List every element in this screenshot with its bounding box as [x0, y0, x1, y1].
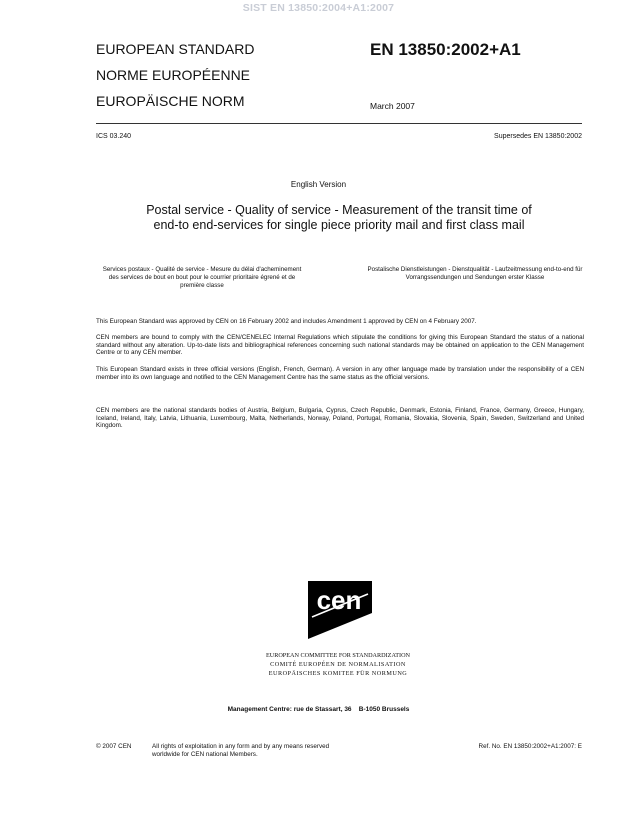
approval-paragraph: This European Standard was approved by CEN on 16 February 2002 and includes Amendment 1 approved by CEN on 4 February 2007. [96, 318, 477, 325]
rights-line-2: worldwide for CEN national Members. [152, 750, 258, 758]
management-centre-address: Management Centre: rue de Stassart, 36 B-1050 Brussels [227, 706, 410, 713]
copyright-notice: © 2007 CEN [96, 743, 132, 750]
standard-name-de: EUROPÄISCHE NORM [96, 93, 245, 109]
cen-logo [306, 579, 374, 641]
publication-date: March 2007 [370, 101, 415, 111]
standard-name-en: EUROPEAN STANDARD [96, 41, 255, 57]
committee-names [248, 651, 428, 678]
committee-name-fr: COMITÉ EUROPÉEN DE NORMALISATION [270, 661, 406, 668]
document-title: Postal service - Quality of service - Measurement of the transit time of end-to end-services for single piece priority mail and first class mail [146, 203, 532, 232]
language-version: English Version [290, 180, 347, 189]
ics-code: ICS 03.240 [96, 133, 132, 140]
members-paragraph: CEN members are the national standards bodies of Austria, Belgium, Bulgaria, Cyprus, Czech Republic, Denmark, Estonia, Finland, France, Germany, Greece, Hungary, Iceland, Ireland, Italy, Latvia, Lithuania, Luxembourg, Malta, Netherlands, Norway, Poland, Portugal, Romania, Slovakia, Slovenia, Spain, Sweden, Switzerland and United Kingdom. [96, 407, 584, 429]
title-german: Postalische Dienstleistungen - Dienstqualität - Laufzeitmessung end-to-end für Vorrangssendungen und Sendungen erster Klasse [367, 266, 583, 281]
supersedes-note: Supersedes EN 13850:2002 [494, 133, 582, 140]
committee-name-de: EUROPÄISCHES KOMITEE FÜR NORMUNG [268, 670, 408, 677]
rights-line-1: All rights of exploitation in any form and by any means reserved [152, 743, 330, 750]
header-divider [96, 123, 582, 124]
standard-name-fr: NORME EUROPÉENNE [96, 67, 251, 83]
watermark: SIST EN 13850:2004+A1:2007 [242, 2, 395, 14]
rights-notice [152, 743, 329, 758]
committee-name-en: EUROPEAN COMMITTEE FOR STANDARDIZATION [265, 652, 411, 659]
reference-number: Ref. No. EN 13850:2002+A1:2007: E [478, 743, 582, 750]
title-french: Services postaux - Qualité de service - Mesure du délai d'acheminement des services de bout en bout pour le courrier prioritaire égrené et de première classe [102, 266, 302, 289]
compliance-paragraph: CEN members are bound to comply with the CEN/CENELEC Internal Regulations which stipulate the conditions for giving this European Standard the status of a national standard without any alteration. Up-to-date lists and bibliographical references concerning such national standards may be obtained on application to the CEN Management Centre or to any CEN member. [96, 334, 584, 356]
versions-paragraph: This European Standard exists in three official versions (English, French, German). A version in any other language made by translation under the responsibility of a CEN member into its own language and notified to the CEN Management Centre has the same status as the official versions. [96, 366, 584, 381]
cen-logo-text: cen [316, 585, 362, 615]
standard-number: EN 13850:2002+A1 [370, 40, 521, 59]
